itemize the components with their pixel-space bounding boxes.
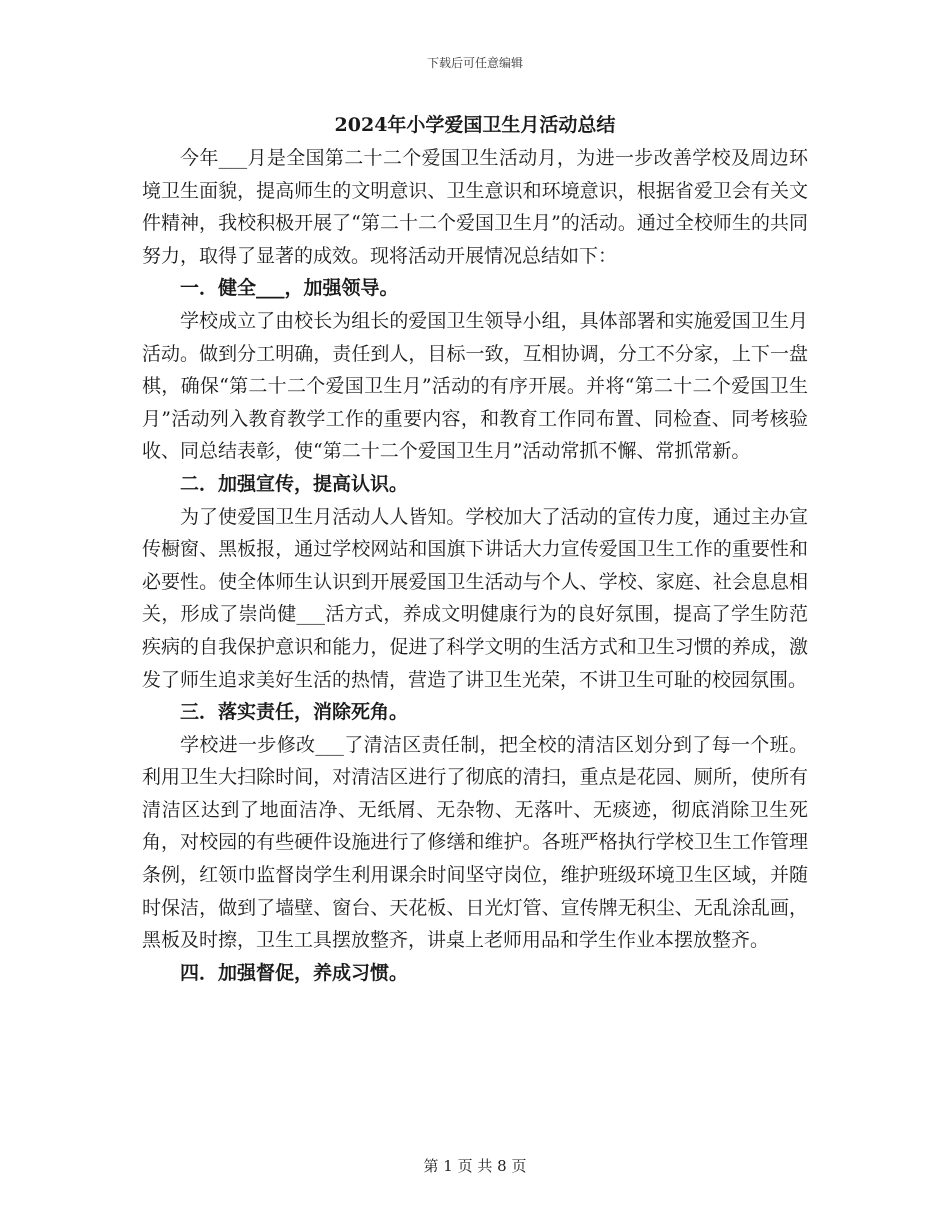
section-body-3: 学校进一步修改___了清洁区责任制，把全校的清洁区划分到了每一个班。利用卫生大扫除时间，对清洁区进行了彻底的清扫，重点是花园、厕所，使所有清洁区达到了地面洁净、无纸屑、无杂物、无落叶、无痰迹，彻底消除卫生死角，对校园的有些硬件设施进行了修缮和维护。各班严格执行学校卫生工作管理条例，红领巾监督岗学生利用课余时间坚守岗位，维护班级环境卫生区域，并随时保洁，做到了墙壁、窗台、天花板、日光灯管、宣传牌无积尘、无乱涂乱画，黑板及时擦，卫生工具摆放整齐，讲桌上老师用品和学生作业本摆放整齐。 (142, 733, 808, 952)
section-body-1: 学校成立了由校长为组长的爱国卫生领导小组，具体部署和实施爱国卫生月活动。做到分工明确，责任到人，目标一致，互相协调，分工不分家，上下一盘棋，确保“第二十二个爱国卫生月”活动的有序开展。并将“第二十二个爱国卫生月”活动列入教育教学工作的重要内容，和教育工作同布置、同检查、同考核验收、同总结表彰，使“第二十二个爱国卫生月”活动常抓不懈、常抓常新。 (142, 309, 808, 463)
section-heading-1: 一．健全___，加强领导。 (180, 277, 399, 300)
section-body-2: 为了使爱国卫生月活动人人皆知。学校加大了活动的宣传力度，通过主办宣传橱窗、黑板报，通过学校网站和国旗下讲话大力宣传爱国卫生工作的重要性和必要性。使全体师生认识到开展爱国卫生活动与个人、学校、家庭、社会息息相关，形成了崇尚健___活方式，养成文明健康行为的良好氛围，提高了学生防范疾病的自我保护意识和能力，促进了科学文明的生活方式和卫生习惯的养成，激发了师生追求美好生活的热情，营造了讲卫生光荣，不讲卫生可耻的校园氛围。 (142, 505, 808, 691)
section-heading-4: 四．加强督促，养成习惯。 (180, 961, 409, 984)
page-number: 第 1 页 共 8 页 (423, 1157, 527, 1175)
section-heading-2: 二．加强宣传，提高认识。 (180, 472, 409, 495)
document-body (142, 110, 808, 989)
section-heading-3: 三．落实责任，消除死角。 (180, 701, 409, 724)
header-note: 下载后可任意编辑 (426, 56, 523, 70)
document-title: 2024年小学爱国卫生月活动总结 (334, 114, 616, 136)
intro-paragraph: 今年___月是全国第二十二个爱国卫生活动月，为进一步改善学校及周边环境卫生面貌，提高师生的文明意识、卫生意识和环境意识，根据省爱卫会有关文件精神，我校积极开展了“第二十二个爱国卫生月”的活动。通过全校师生的共同努力，取得了显著的成效。现将活动开展情况总结如下： (142, 147, 808, 267)
